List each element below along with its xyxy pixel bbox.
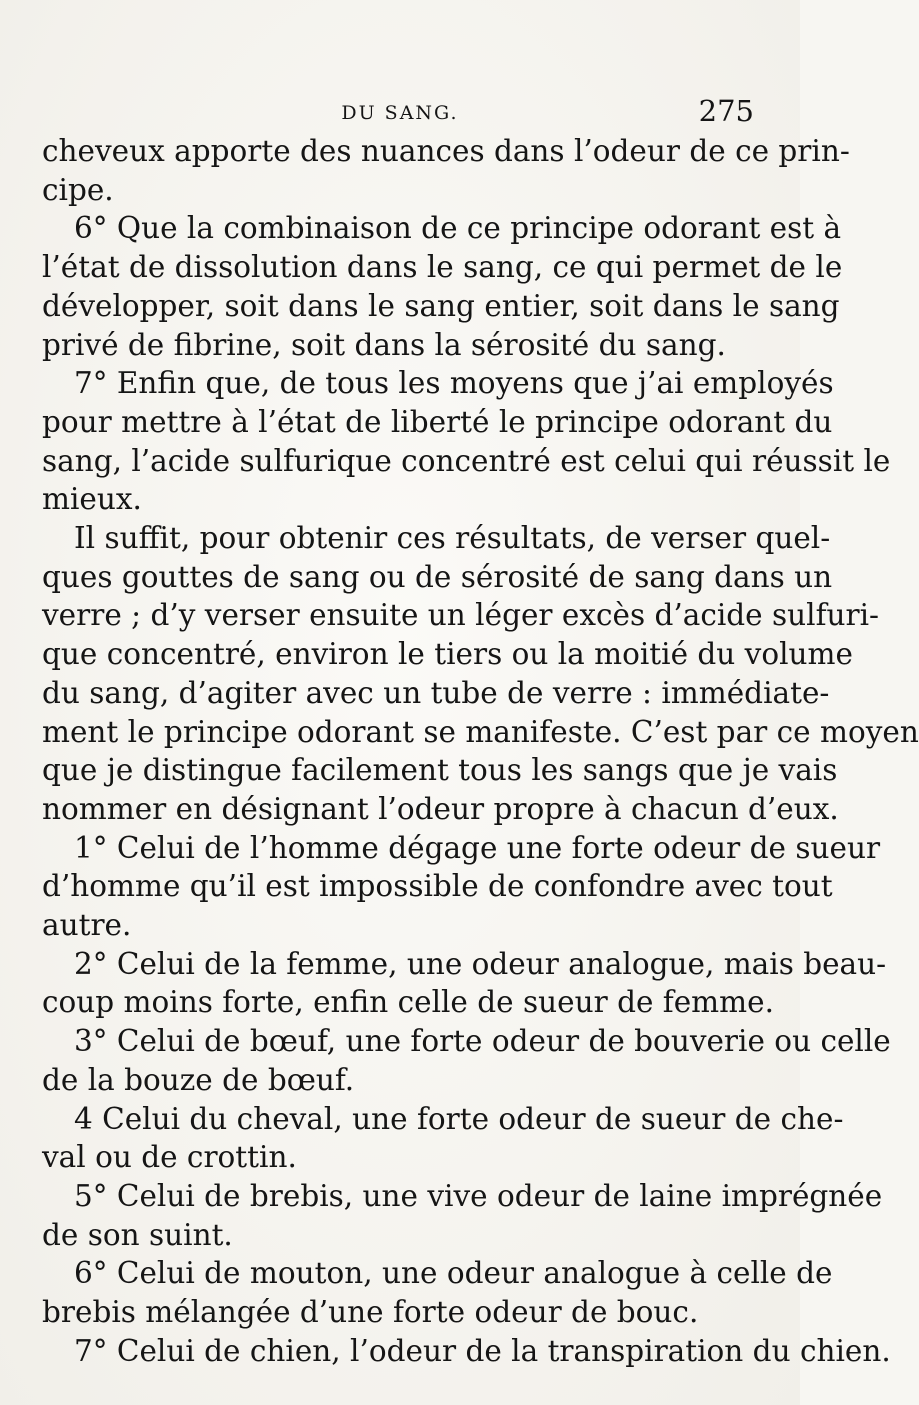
body-text	[42, 132, 919, 1371]
text-line: cipe.	[42, 172, 114, 207]
paragraph	[42, 132, 850, 209]
paragraph	[42, 1254, 833, 1331]
text-line: 1° Celui de l’homme dégage une forte odeur de sueur	[74, 830, 881, 865]
paragraph	[42, 1022, 891, 1099]
paragraph	[42, 209, 843, 364]
text-line: cheveux apporte des nuances dans l’odeur de ce prin-	[42, 134, 850, 168]
paragraph	[42, 945, 887, 1022]
text-line: Il suffit, pour obtenir ces résultats, de verser quel-	[74, 521, 831, 556]
text-line: ment le principe odorant se manifeste. C’est par ce moyen	[42, 714, 919, 749]
text-line: coup moins forte, enfin celle de sueur de femme.	[42, 985, 774, 1020]
text-line: d’homme qu’il est impossible de confondre avec tout	[42, 869, 833, 904]
text-line: 6° Celui de mouton, une odeur analogue à celle de	[74, 1256, 833, 1291]
running-title: DU SANG.	[341, 102, 459, 124]
text-line: ques gouttes de sang ou de sérosité de sang dans un	[42, 559, 833, 594]
text-line: l’état de dissolution dans le sang, ce qui permet de le	[42, 250, 843, 285]
text-line: de la bouze de bœuf.	[42, 1062, 355, 1097]
paragraph	[42, 364, 891, 519]
text-line: du sang, d’agiter avec un tube de verre : immédiate-	[42, 675, 830, 710]
paragraph	[42, 519, 919, 829]
page-number: 275	[698, 94, 754, 128]
text-line: 5° Celui de brebis, une vive odeur de laine imprégnée	[74, 1178, 883, 1213]
text-line: val ou de crottin.	[42, 1140, 297, 1175]
text-line: 3° Celui de bœuf, une forte odeur de bouverie ou celle	[74, 1024, 891, 1059]
text-line: 7° Enfin que, de tous les moyens que j’ai employés	[74, 366, 834, 401]
text-line: mieux.	[42, 482, 142, 517]
text-line: 4 Celui du cheval, une forte odeur de sueur de che-	[74, 1101, 844, 1136]
paragraph	[42, 1100, 844, 1177]
text-line: nommer en désignant l’odeur propre à chacun d’eux.	[42, 791, 839, 826]
text-line: que concentré, environ le tiers ou la moitié du volume	[42, 637, 853, 672]
paragraph	[42, 1332, 891, 1371]
text-line: privé de fibrine, soit dans la sérosité du sang.	[42, 327, 726, 362]
paragraph	[42, 829, 881, 945]
text-line: brebis mélangée d’une forte odeur de bouc.	[42, 1295, 699, 1330]
text-line: sang, l’acide sulfurique concentré est celui qui réussit le	[42, 443, 891, 478]
text-line: que je distingue facilement tous les sangs que je vais	[42, 753, 838, 788]
text-line: 2° Celui de la femme, une odeur analogue, mais beau-	[74, 946, 887, 981]
running-head	[40, 96, 760, 130]
text-line: verre ; d’y verser ensuite un léger excès d’acide sulfuri-	[42, 598, 880, 633]
text-line: 7° Celui de chien, l’odeur de la transpiration du chien.	[74, 1333, 891, 1368]
text-line: développer, soit dans le sang entier, soit dans le sang	[42, 288, 840, 323]
text-line: 6° Que la combinaison de ce principe odorant est à	[74, 211, 842, 246]
text-line: de son suint.	[42, 1217, 233, 1252]
text-line: autre.	[42, 908, 132, 943]
text-line: pour mettre à l’état de liberté le principe odorant du	[42, 404, 833, 439]
paragraph	[42, 1177, 883, 1254]
